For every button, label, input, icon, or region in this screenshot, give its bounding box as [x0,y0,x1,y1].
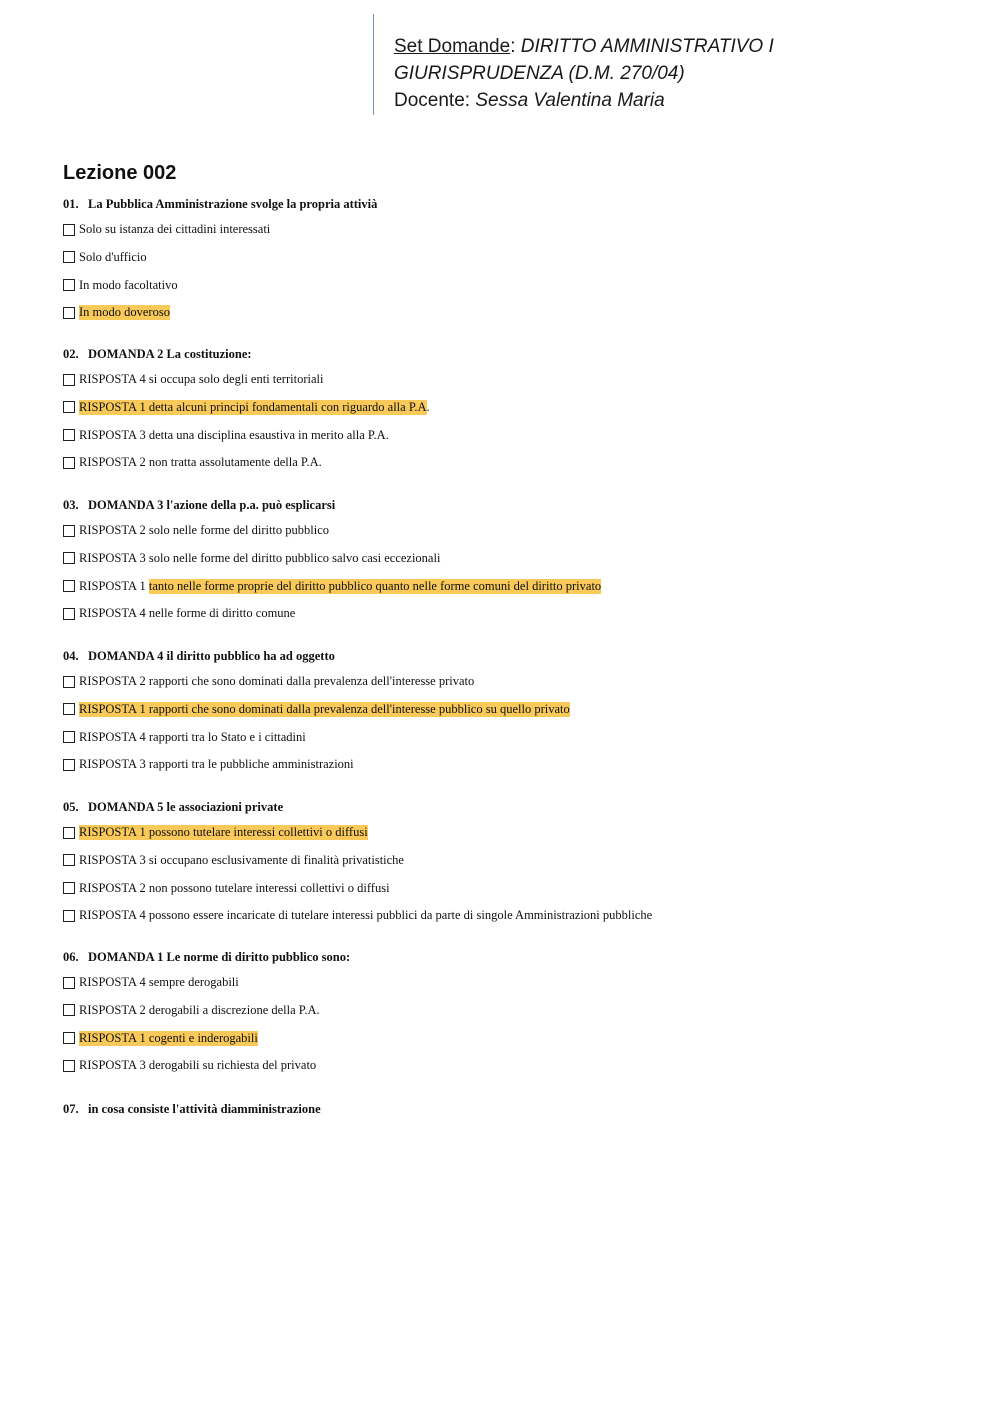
question-title [63,649,335,664]
header-subject-line-1 [394,36,774,58]
question-title [63,498,335,513]
answer-checkbox[interactable] [63,224,75,236]
answer-text: RISPOSTA 2 derogabili a discrezione della P.A. [79,1002,320,1017]
answer-text-highlighted: RISPOSTA 1 rapporti che sono dominati dalla prevalenza dell'interesse pubblico su quello privato [79,701,570,716]
answer-checkbox[interactable] [63,608,75,620]
answer-checkbox[interactable] [63,882,75,894]
answer-text: RISPOSTA 4 rapporti tra lo Stato e i cittadini [79,729,306,744]
answer-text: RISPOSTA 2 non possono tutelare interessi collettivi o diffusi [79,880,390,895]
answer-checkbox[interactable] [63,457,75,469]
answer-option[interactable] [63,372,323,387]
question-title [63,197,377,212]
answer-checkbox[interactable] [63,1060,75,1072]
answer-checkbox[interactable] [63,307,75,319]
answer-text: RISPOSTA 4 si occupa solo degli enti territoriali [79,372,324,386]
subject-line-2: GIURISPRUDENZA (D.M. 270/04) [394,63,685,84]
answer-text: RISPOSTA 3 solo nelle forme del diritto pubblico salvo casi eccezionali [79,550,441,565]
answer-checkbox[interactable] [63,374,75,386]
question-text: DOMANDA 1 Le norme di diritto pubblico sono: [88,950,351,964]
answer-text-prefix: RISPOSTA 1 [79,578,149,593]
answer-checkbox[interactable] [63,552,75,564]
answer-text: RISPOSTA 3 si occupano esclusivamente di finalità privatistiche [79,852,404,867]
question-number: 06. [63,950,79,964]
question-number: 05. [63,800,79,814]
answer-text: RISPOSTA 2 non tratta assolutamente della P.A. [79,455,322,470]
set-label: Set Domande [394,36,511,57]
answer-text-highlighted: In modo doveroso [79,305,170,320]
answer-checkbox[interactable] [63,977,75,989]
answer-checkbox[interactable] [63,910,75,922]
answer-option[interactable] [63,674,474,689]
answer-option[interactable] [63,455,322,470]
answer-option[interactable] [63,305,170,320]
answer-checkbox[interactable] [63,854,75,866]
answer-option[interactable] [63,757,354,772]
answer-text: RISPOSTA 2 solo nelle forme del diritto pubblico [79,523,330,537]
answer-checkbox[interactable] [63,1004,75,1016]
question-title [63,347,252,362]
answer-checkbox[interactable] [63,251,75,263]
lesson-title: Lezione 002 [63,162,177,184]
answer-option[interactable] [63,579,601,594]
answer-text: In modo facoltativo [79,277,178,292]
question-title [63,950,350,965]
answer-checkbox[interactable] [63,827,75,839]
answer-option[interactable] [63,975,239,990]
question-number: 02. [63,347,79,361]
set-colon: : [510,36,516,57]
answer-option[interactable] [63,825,368,840]
answer-option[interactable] [63,523,329,538]
answer-option[interactable] [63,1003,320,1018]
question-text: DOMANDA 5 le associazioni private [88,800,284,814]
question-title [63,1102,321,1117]
answer-text: RISPOSTA 2 rapporti che sono dominati dalla prevalenza dell'interesse privato [79,674,475,688]
question-title [63,800,283,815]
answer-text: Solo d'ufficio [79,249,147,264]
answer-checkbox[interactable] [63,731,75,743]
answer-text: RISPOSTA 4 nelle forme di diritto comune [79,606,296,621]
answer-option[interactable] [63,428,389,443]
answer-checkbox[interactable] [63,1032,75,1044]
answer-text: RISPOSTA 3 rapporti tra le pubbliche amministrazioni [79,757,354,772]
answer-option[interactable] [63,1058,316,1073]
answer-checkbox[interactable] [63,525,75,537]
answer-option[interactable] [63,908,652,923]
question-text: in cosa consiste l'attività diamministrazione [88,1102,321,1116]
answer-checkbox[interactable] [63,279,75,291]
answer-text: Solo su istanza dei cittadini interessati [79,222,271,236]
answer-checkbox[interactable] [63,676,75,688]
question-number: 04. [63,649,79,663]
document-header [373,14,934,115]
answer-option[interactable] [63,222,270,237]
answer-text-highlighted: RISPOSTA 1 possono tutelare interessi collettivi o diffusi [79,825,368,839]
header-teacher-line [394,90,665,112]
answer-checkbox[interactable] [63,401,75,413]
answer-checkbox[interactable] [63,703,75,715]
answer-option[interactable] [63,278,178,293]
answer-option[interactable] [63,881,390,896]
answer-text-highlighted: RISPOSTA 1 detta alcuni principi fondamentali con riguardo alla P.A [79,399,427,414]
answer-option[interactable] [63,853,404,868]
teacher-name: Sessa Valentina Maria [475,90,665,111]
answer-option[interactable] [63,400,430,415]
answer-option[interactable] [63,250,147,265]
answer-text: RISPOSTA 3 derogabili su richiesta del privato [79,1058,317,1073]
subject-line-1: DIRITTO AMMINISTRATIVO I [520,36,774,57]
answer-checkbox[interactable] [63,759,75,771]
question-text: La Pubblica Amministrazione svolge la propria attivià [88,197,378,211]
question-number: 03. [63,498,79,512]
teacher-label: Docente: [394,90,471,111]
answer-option[interactable] [63,702,570,717]
answer-option[interactable] [63,606,295,621]
question-text: DOMANDA 2 La costituzione: [88,347,252,361]
question-number: 01. [63,197,79,211]
answer-option[interactable] [63,551,440,566]
answer-checkbox[interactable] [63,580,75,592]
answer-text: RISPOSTA 4 possono essere incaricate di tutelare interessi pubblici da parte di singole Amministrazioni pubbliche [79,908,653,923]
answer-text: RISPOSTA 3 detta una disciplina esaustiva in merito alla P.A. [79,427,389,442]
question-number: 07. [63,1102,79,1116]
question-text: DOMANDA 4 il diritto pubblico ha ad oggetto [88,649,335,663]
answer-text: . [426,399,430,414]
answer-option[interactable] [63,730,306,745]
answer-text-highlighted: RISPOSTA 1 cogenti e inderogabili [79,1030,258,1045]
answer-text: RISPOSTA 4 sempre derogabili [79,975,239,989]
header-subject-line-2 [394,63,685,85]
answer-checkbox[interactable] [63,429,75,441]
answer-option[interactable] [63,1031,258,1046]
answer-text-highlighted: tanto nelle forme proprie del diritto pubblico quanto nelle forme comuni del diritto privato [148,578,602,593]
question-text: DOMANDA 3 l'azione della p.a. può esplicarsi [88,498,336,512]
